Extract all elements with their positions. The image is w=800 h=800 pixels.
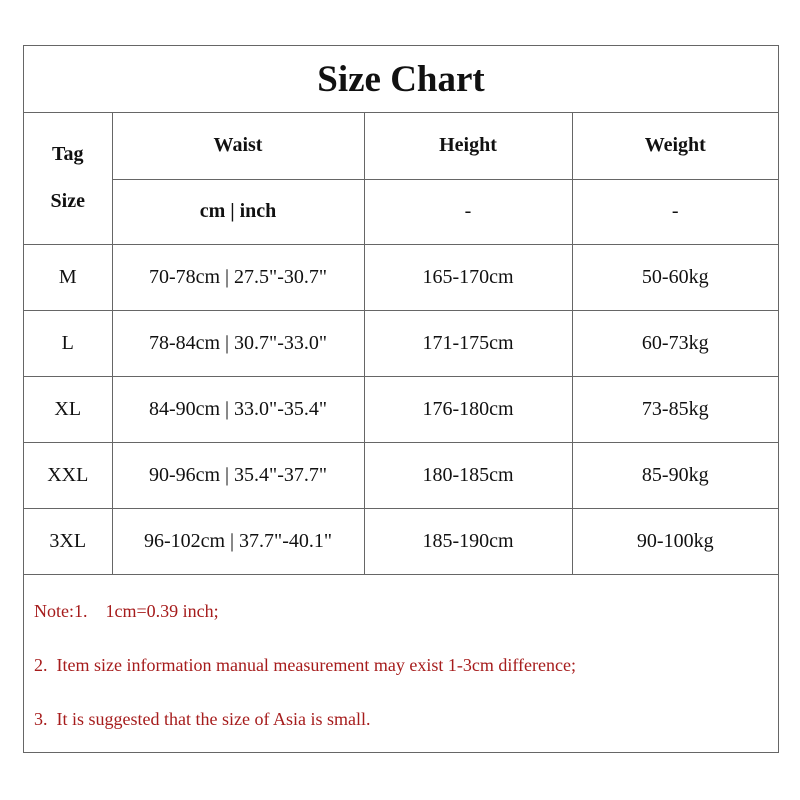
height-unit: - <box>364 179 572 244</box>
table-row <box>24 310 778 376</box>
size-cell: XL <box>24 376 112 442</box>
page-title: Size Chart <box>24 46 778 113</box>
height-cell: 185-190cm <box>364 508 572 574</box>
tag-size-header-line1: Tag <box>51 143 84 166</box>
waist-cell: 78-84cm | 30.7"-33.0" <box>112 310 364 376</box>
weight-header: Weight <box>572 113 778 179</box>
size-cell: 3XL <box>24 508 112 574</box>
note-2: 2. Item size information manual measurement may exist 1-3cm difference; <box>34 655 576 675</box>
height-cell: 180-185cm <box>364 442 572 508</box>
height-cell: 165-170cm <box>364 244 572 310</box>
waist-unit: cm | inch <box>112 179 364 244</box>
height-cell: 171-175cm <box>364 310 572 376</box>
table-row <box>24 244 778 310</box>
table-row <box>24 442 778 508</box>
table-header-row <box>24 113 778 179</box>
weight-cell: 85-90kg <box>572 442 778 508</box>
size-cell: XXL <box>24 442 112 508</box>
weight-cell: 90-100kg <box>572 508 778 574</box>
size-cell: M <box>24 244 112 310</box>
waist-cell: 84-90cm | 33.0"-35.4" <box>112 376 364 442</box>
table-row <box>24 376 778 442</box>
waist-cell: 70-78cm | 27.5"-30.7" <box>112 244 364 310</box>
height-header: Height <box>364 113 572 179</box>
weight-cell: 60-73kg <box>572 310 778 376</box>
notes-section <box>24 574 778 752</box>
table-row <box>24 508 778 574</box>
weight-cell: 50-60kg <box>572 244 778 310</box>
waist-cell: 90-96cm | 35.4"-37.7" <box>112 442 364 508</box>
size-table <box>24 113 778 575</box>
note-1: Note:1. 1cm=0.39 inch; <box>34 601 219 621</box>
height-cell: 176-180cm <box>364 376 572 442</box>
tag-size-header-line2: Size <box>50 190 85 213</box>
note-3: 3. It is suggested that the size of Asia is small. <box>34 709 371 729</box>
weight-cell: 73-85kg <box>572 376 778 442</box>
size-cell: L <box>24 310 112 376</box>
waist-cell: 96-102cm | 37.7"-40.1" <box>112 508 364 574</box>
tag-size-header <box>24 113 112 244</box>
table-units-row <box>24 179 778 244</box>
size-chart <box>23 45 779 753</box>
waist-header: Waist <box>112 113 364 179</box>
weight-unit: - <box>572 179 778 244</box>
